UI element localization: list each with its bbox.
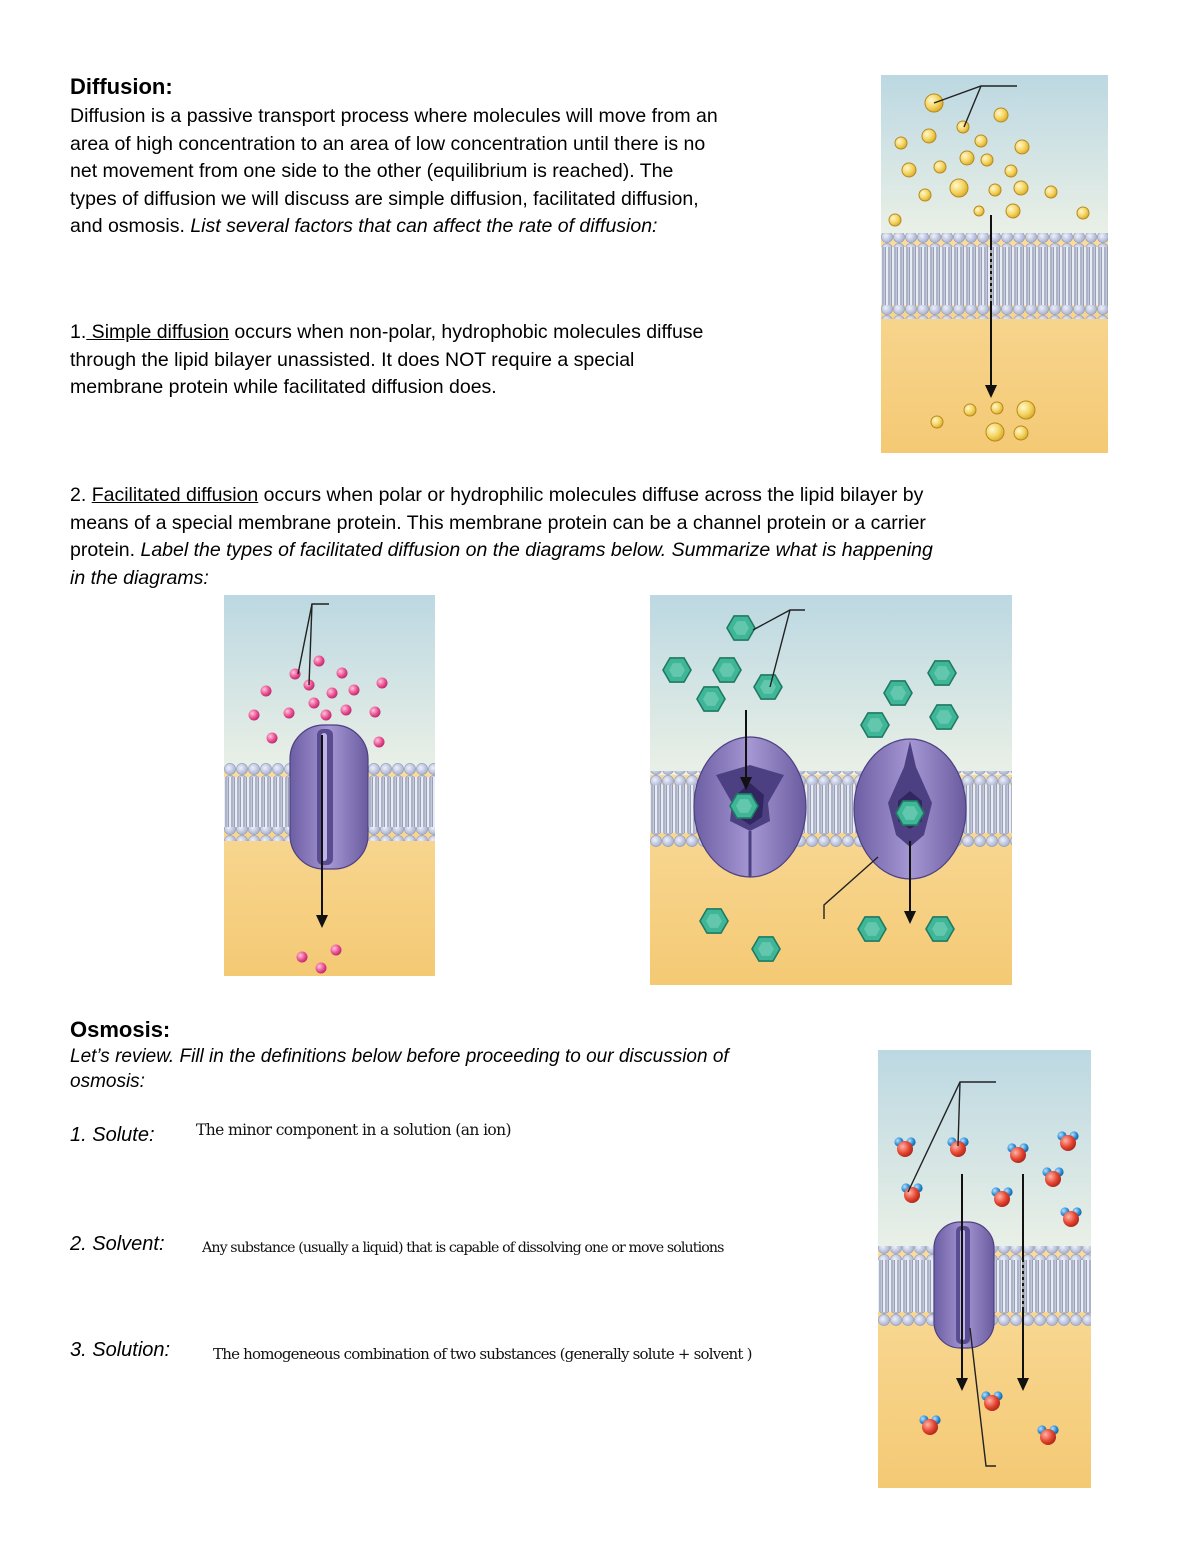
channel-protein <box>290 725 368 869</box>
facilitated-line: in the diagrams: <box>70 566 209 589</box>
factors-prompt: List several factors that can affect the rate of diffusion: <box>190 215 658 237</box>
solute-answer[interactable]: The minor component in a solution (an ion) <box>196 1121 511 1139</box>
facilitated-line <box>70 537 1150 565</box>
solute-label: 1. Solute: <box>70 1124 155 1146</box>
facilitated-line: means of a special membrane protein. This membrane protein can be a channel protein or a carrier <box>70 511 926 534</box>
facilitated-term: Facilitated diffusion <box>91 484 259 506</box>
simple-number: 1. <box>70 321 87 343</box>
facilitated-line3: protein. <box>70 539 141 561</box>
simple-term: Simple diffusion <box>86 321 229 343</box>
aquaporin-osmosis-diagram <box>878 1050 1091 1488</box>
label-prompt: Label the types of facilitated diffusion on the diagrams below. Summarize what is happening <box>140 539 933 561</box>
simple-line: through the lipid bilayer unassisted. It does NOT require a special <box>70 348 635 371</box>
aquaporin-protein <box>934 1222 994 1348</box>
diffusion-intro <box>70 103 870 241</box>
solution-label: 3. Solution: <box>70 1339 171 1361</box>
simple-diffusion-diagram <box>881 75 1108 453</box>
intro-line <box>70 213 870 241</box>
facilitated-line <box>70 482 1150 510</box>
simple-line <box>70 319 870 347</box>
intro-last: and osmosis. <box>70 215 191 237</box>
osmosis-heading: Osmosis: <box>70 1017 171 1042</box>
osmosis-prompt <box>70 1044 870 1094</box>
intro-line: area of high concentration to an area of low concentration until there is no <box>70 132 706 155</box>
simple-diffusion-text <box>70 319 870 402</box>
intro-line: types of diffusion we will discuss are simple diffusion, facilitated diffusion, <box>70 187 699 210</box>
diffusion-heading: Diffusion: <box>70 74 173 99</box>
intro-line: Diffusion is a passive transport process where molecules will move from an <box>70 105 718 127</box>
solvent-answer[interactable]: Any substance (usually a liquid) that is capable of dissolving one or move solutions <box>202 1240 724 1256</box>
carrier-protein-diagram <box>650 595 1012 985</box>
osmosis-prompt-line: osmosis: <box>70 1071 145 1092</box>
facilitated-rest: occurs when polar or hydrophilic molecules diffuse across the lipid bilayer by <box>258 484 924 506</box>
osmosis-prompt-line: Let’s review. Fill in the definitions below before proceeding to our discussion of <box>70 1046 729 1067</box>
channel-protein-diagram <box>224 595 435 976</box>
facilitated-number: 2. <box>70 484 92 506</box>
facilitated-diffusion-text <box>70 482 1150 592</box>
solution-answer[interactable]: The homogeneous combination of two substances (generally solute + solvent ) <box>213 1345 752 1363</box>
simple-line: membrane protein while facilitated diffusion does. <box>70 376 497 398</box>
solvent-label: 2. Solvent: <box>70 1233 165 1255</box>
intro-line: net movement from one side to the other (equilibrium is reached). The <box>70 160 674 182</box>
simple-rest: occurs when non-polar, hydrophobic molecules diffuse <box>228 321 704 343</box>
